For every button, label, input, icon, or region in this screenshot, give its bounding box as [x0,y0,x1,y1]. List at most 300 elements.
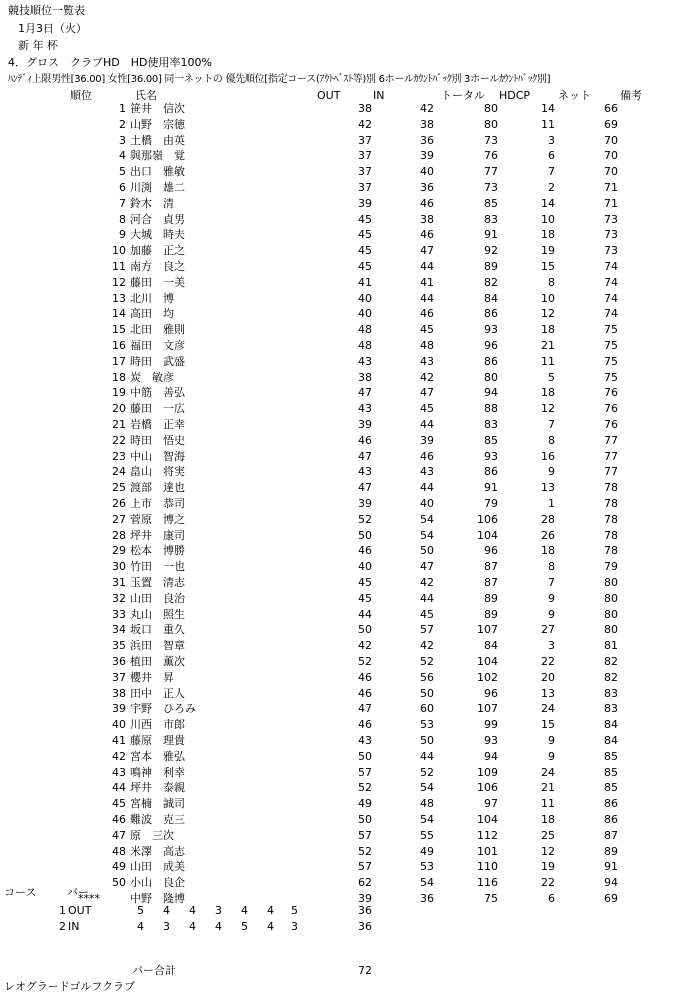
name-cell: 山野 宗徳 [130,117,185,131]
name-cell: 藤田 一美 [130,275,185,289]
rank-cell: 40 [112,718,126,732]
table-row [0,464,682,480]
par-cell: 3 [163,920,170,933]
table-row [0,133,682,149]
out-cell: 47 [358,702,372,716]
hdcp-cell: 11 [541,354,555,368]
net-cell: 79 [604,560,618,574]
in-cell: 54 [420,781,434,795]
out-cell: 37 [358,133,372,147]
total-cell: 80 [484,370,498,384]
table-row [0,670,682,686]
total-cell: 76 [484,149,498,163]
net-cell: 83 [604,686,618,700]
col-rank-header: 順位 [70,89,92,102]
net-cell: 75 [604,354,618,368]
table-row [0,543,682,559]
in-cell: 54 [420,512,434,526]
table-row [0,875,682,891]
table-row [0,828,682,844]
rank-cell: 19 [112,386,126,400]
out-cell: 46 [358,670,372,684]
hdcp-cell: 12 [541,844,555,858]
rank-cell: 4 [119,149,126,163]
name-cell: 菅原 博之 [130,512,185,526]
table-row [0,844,682,860]
hdcp-cell: 13 [541,481,555,495]
in-cell: 39 [420,433,434,447]
course-row [0,903,682,919]
out-cell: 40 [358,291,372,305]
par-cell: 4 [189,920,196,933]
total-cell: 83 [484,418,498,431]
out-cell: 44 [358,607,372,621]
rank-cell: 33 [112,607,126,621]
name-cell: 大城 時夫 [130,228,185,242]
name-cell: 玉置 清志 [130,576,185,589]
name-cell: 中山 智海 [130,449,185,463]
net-cell: 85 [604,781,618,795]
total-cell: 86 [484,354,498,368]
out-cell: 43 [358,465,372,479]
table-row [0,433,682,449]
out-cell: 57 [358,828,372,842]
total-cell: 99 [484,718,498,732]
name-cell: 川渕 雄二 [130,181,185,194]
net-cell: 73 [604,228,618,242]
rank-cell: 36 [112,655,126,668]
par-total-value: 72 [358,964,372,977]
hdcp-cell: 6 [548,149,555,163]
in-cell: 38 [420,117,434,131]
in-cell: 42 [420,370,434,384]
net-cell: 83 [604,702,618,716]
out-cell: 57 [358,860,372,874]
out-cell: 46 [358,686,372,700]
hdcp-cell: 19 [541,244,555,258]
out-cell: 52 [358,844,372,858]
name-cell: 櫻井 昇 [130,670,174,684]
in-cell: 41 [420,275,434,289]
col-total-header: トータル [441,89,485,102]
name-cell: 鈴木 清 [130,196,174,210]
name-cell: 岩橋 正幸 [130,418,185,431]
name-cell: 高田 均 [130,307,174,321]
in-cell: 40 [420,165,434,179]
rank-cell: 3 [119,133,126,147]
hdcp-cell: 19 [541,860,555,874]
total-cell: 106 [477,512,498,526]
table-row [0,370,682,386]
net-cell: 76 [604,402,618,416]
hdcp-cell: 9 [548,607,555,621]
table-row [0,480,682,496]
table-row [0,717,682,733]
name-cell: 山田 良治 [130,591,185,605]
table-row [0,148,682,164]
table-row [0,607,682,623]
out-cell: 43 [358,734,372,747]
total-cell: 87 [484,576,498,589]
rank-cell: 21 [112,418,126,431]
out-cell: 38 [358,370,372,384]
total-cell: 80 [484,117,498,131]
col-net-header: ネット [558,89,591,102]
total-cell: 93 [484,449,498,463]
hdcp-cell: 13 [541,686,555,700]
table-row [0,749,682,765]
par-cell: 4 [241,904,248,917]
hdcp-cell: 21 [541,339,555,352]
rank-cell: 10 [112,244,126,258]
in-cell: 50 [420,686,434,700]
net-cell: 77 [604,465,618,479]
rank-cell: 17 [112,354,126,368]
hdcp-cell: 27 [541,623,555,637]
in-cell: 46 [420,196,434,210]
name-cell: 原 三次 [130,828,174,842]
hdcp-cell: 14 [541,102,555,115]
rank-cell: 37 [112,670,126,684]
net-cell: 75 [604,370,618,384]
net-cell: 70 [604,133,618,147]
hdcp-cell: 1 [548,497,555,510]
in-cell: 44 [420,481,434,495]
net-cell: 85 [604,749,618,763]
name-cell: 出口 雅敏 [130,165,185,179]
name-cell: 笹井 信次 [130,102,185,115]
hdcp-cell: 9 [548,734,555,747]
par-cell: 4 [163,904,170,917]
net-cell: 75 [604,339,618,352]
out-cell: 49 [358,797,372,811]
hdcp-cell: 12 [541,402,555,416]
hdcp-cell: 8 [548,560,555,574]
total-cell: 96 [484,339,498,352]
rank-cell: 28 [112,528,126,542]
out-cell: 43 [358,402,372,416]
in-cell: 42 [420,639,434,653]
rank-cell: 31 [112,576,126,589]
table-row [0,859,682,875]
table-row [0,196,682,212]
net-cell: 76 [604,418,618,431]
hdcp-cell: 7 [548,418,555,431]
total-cell: 85 [484,433,498,447]
name-cell: 田中 正人 [130,686,185,700]
net-cell: 94 [604,876,618,890]
hdcp-cell: 18 [541,544,555,558]
name-cell: 上市 恭司 [130,497,185,510]
rank-cell: 1 [119,102,126,115]
in-cell: 36 [420,181,434,194]
in-cell: 53 [420,860,434,874]
rank-cell: **** [78,892,100,905]
table-row [0,733,682,749]
out-cell: 50 [358,528,372,542]
hole-set-number: 1 [59,904,66,917]
par-cell: 3 [291,920,298,933]
in-cell: 43 [420,354,434,368]
in-cell: 39 [420,149,434,163]
out-cell: 50 [358,749,372,763]
table-row [0,780,682,796]
name-cell: 宮本 雅弘 [130,749,185,763]
in-cell: 44 [420,291,434,305]
rank-cell: 2 [119,117,126,131]
hdcp-cell: 11 [541,797,555,811]
in-cell: 44 [420,591,434,605]
net-cell: 86 [604,813,618,826]
hdcp-cell: 3 [548,639,555,653]
in-cell: 44 [420,749,434,763]
hdcp-cell: 24 [541,765,555,779]
out-cell: 45 [358,244,372,258]
net-cell: 73 [604,212,618,226]
in-cell: 44 [420,418,434,431]
in-cell: 47 [420,244,434,258]
total-cell: 104 [477,813,498,826]
total-cell: 97 [484,797,498,811]
name-cell: 川西 市郎 [130,718,185,732]
hdcp-cell: 28 [541,512,555,526]
table-row [0,180,682,196]
name-cell: 時田 悟史 [130,433,185,447]
in-cell: 38 [420,212,434,226]
table-row [0,401,682,417]
net-cell: 74 [604,291,618,305]
name-cell: 坂口 重久 [130,623,185,637]
out-cell: 47 [358,386,372,400]
rank-cell: 14 [112,307,126,321]
in-cell: 36 [420,133,434,147]
in-cell: 45 [420,607,434,621]
out-cell: 39 [358,196,372,210]
name-cell: 河合 貞男 [130,212,185,226]
name-cell: 與那嶺 覚 [130,149,185,163]
name-cell: 宇野 ひろみ [130,702,196,716]
out-cell: 45 [358,591,372,605]
name-cell: 坪井 泰親 [130,781,185,795]
total-cell: 82 [484,275,498,289]
in-cell: 60 [420,702,434,716]
table-row [0,654,682,670]
out-cell: 41 [358,275,372,289]
table-row [0,243,682,259]
rank-cell: 13 [112,291,126,305]
net-cell: 71 [604,181,618,194]
hdcp-cell: 25 [541,828,555,842]
par-cell: 5 [241,920,248,933]
rank-cell: 47 [112,828,126,842]
total-cell: 91 [484,228,498,242]
name-cell: 小山 良企 [130,876,185,890]
net-cell: 75 [604,323,618,337]
table-row [0,449,682,465]
in-cell: 56 [420,670,434,684]
hdcp-cell: 18 [541,228,555,242]
in-cell: 47 [420,560,434,574]
par-total-label: バー合計 [132,964,176,977]
course-row [0,919,682,935]
net-cell: 71 [604,196,618,210]
page-title: 競技順位一覧表 [8,4,85,17]
name-cell: 藤原 理貴 [130,734,185,747]
rank-cell: 43 [112,765,126,779]
hdcp-cell: 18 [541,813,555,826]
rank-cell: 39 [112,702,126,716]
in-cell: 54 [420,876,434,890]
hdcp-cell: 8 [548,275,555,289]
total-cell: 79 [484,497,498,510]
in-cell: 50 [420,734,434,747]
par-cell: 4 [189,904,196,917]
hdcp-cell: 9 [548,749,555,763]
in-cell: 42 [420,576,434,589]
hdcp-cell: 7 [548,165,555,179]
hdcp-cell: 2 [548,181,555,194]
col-hdcp-header: HDCP [499,89,531,102]
out-cell: 52 [358,512,372,526]
table-row [0,512,682,528]
total-cell: 112 [477,828,498,842]
in-cell: 46 [420,228,434,242]
out-cell: 39 [358,418,372,431]
net-cell: 84 [604,718,618,732]
par-cell: 4 [267,920,274,933]
table-row [0,638,682,654]
hdcp-cell: 24 [541,702,555,716]
in-cell: 52 [420,655,434,668]
net-cell: 78 [604,512,618,526]
total-cell: 86 [484,465,498,479]
rank-cell: 6 [119,181,126,194]
out-cell: 46 [358,544,372,558]
hdcp-cell: 15 [541,260,555,273]
net-cell: 89 [604,844,618,858]
rank-cell: 50 [112,876,126,890]
rank-cell: 23 [112,449,126,463]
net-cell: 86 [604,797,618,811]
total-cell: 110 [477,860,498,874]
total-cell: 94 [484,386,498,400]
total-cell: 75 [484,892,498,905]
rank-cell: 30 [112,560,126,574]
hdcp-cell: 22 [541,655,555,668]
name-cell: 浜田 智章 [130,639,185,653]
par-cell: 4 [137,920,144,933]
net-cell: 80 [604,607,618,621]
table-row [0,101,682,117]
net-cell: 74 [604,275,618,289]
table-row [0,227,682,243]
rank-cell: 12 [112,275,126,289]
table-row [0,385,682,401]
out-cell: 46 [358,433,372,447]
out-cell: 47 [358,449,372,463]
out-cell: 47 [358,481,372,495]
hdcp-cell: 22 [541,876,555,890]
name-cell: 時田 武盛 [130,354,185,368]
rank-cell: 20 [112,402,126,416]
total-cell: 101 [477,844,498,858]
name-cell: 宮楠 誠司 [130,797,185,811]
par-cell: 4 [215,920,222,933]
table-row [0,417,682,433]
table-row [0,528,682,544]
name-cell: 中野 隆博 [130,892,185,905]
rank-cell: 29 [112,544,126,558]
total-cell: 87 [484,560,498,574]
net-cell: 87 [604,828,618,842]
event-name: 新 年 杯 [18,39,58,52]
out-cell: 42 [358,639,372,653]
hdcp-cell: 21 [541,781,555,795]
in-cell: 50 [420,544,434,558]
in-cell: 45 [420,402,434,416]
out-cell: 62 [358,876,372,890]
table-row [0,622,682,638]
name-cell: 加藤 正之 [130,244,185,258]
out-cell: 39 [358,892,372,905]
table-row [0,812,682,828]
table-row [0,765,682,781]
in-cell: 53 [420,718,434,732]
total-cell: 93 [484,323,498,337]
total-cell: 109 [477,765,498,779]
table-row [0,338,682,354]
rules-line: ﾊﾝﾃﾞｨ上限男性[36.00] 女性[36.00] 同一ネットの 優先順位[指定コース(ｱｳﾄﾍﾞｽﾄ等)別 6ホールｶｳﾝﾄﾊﾞｯｸ別 3ホールｶｳﾝﾄﾊﾞｯｸ別] [8,74,551,85]
rank-cell: 44 [112,781,126,795]
rank-cell: 7 [119,196,126,210]
club-name: レオグラードゴルフクラブ [4,980,136,993]
total-cell: 77 [484,165,498,179]
event-date: 1月3日（火） [18,22,87,35]
hdcp-cell: 3 [548,133,555,147]
name-cell: 藤田 一広 [130,402,185,416]
rank-cell: 42 [112,749,126,763]
net-cell: 91 [604,860,618,874]
rank-cell: 35 [112,639,126,653]
name-cell: 畠山 将実 [130,465,185,479]
rank-cell: 46 [112,813,126,826]
table-row [0,496,682,512]
hdcp-cell: 15 [541,718,555,732]
hdcp-cell: 14 [541,196,555,210]
in-cell: 36 [420,892,434,905]
table-row [0,275,682,291]
in-cell: 54 [420,813,434,826]
total-cell: 80 [484,102,498,115]
par-subtotal: 36 [358,904,372,917]
in-cell: 49 [420,844,434,858]
hdcp-cell: 6 [548,892,555,905]
total-cell: 73 [484,133,498,147]
net-cell: 82 [604,670,618,684]
rank-cell: 11 [112,260,126,273]
name-cell: 渡部 達也 [130,481,185,495]
total-cell: 116 [477,876,498,890]
table-row [0,686,682,702]
in-cell: 57 [420,623,434,637]
rank-cell: 27 [112,512,126,526]
hdcp-cell: 16 [541,449,555,463]
course-label: コース [4,886,37,899]
net-cell: 77 [604,433,618,447]
total-cell: 88 [484,402,498,416]
total-cell: 93 [484,734,498,747]
total-cell: 92 [484,244,498,258]
